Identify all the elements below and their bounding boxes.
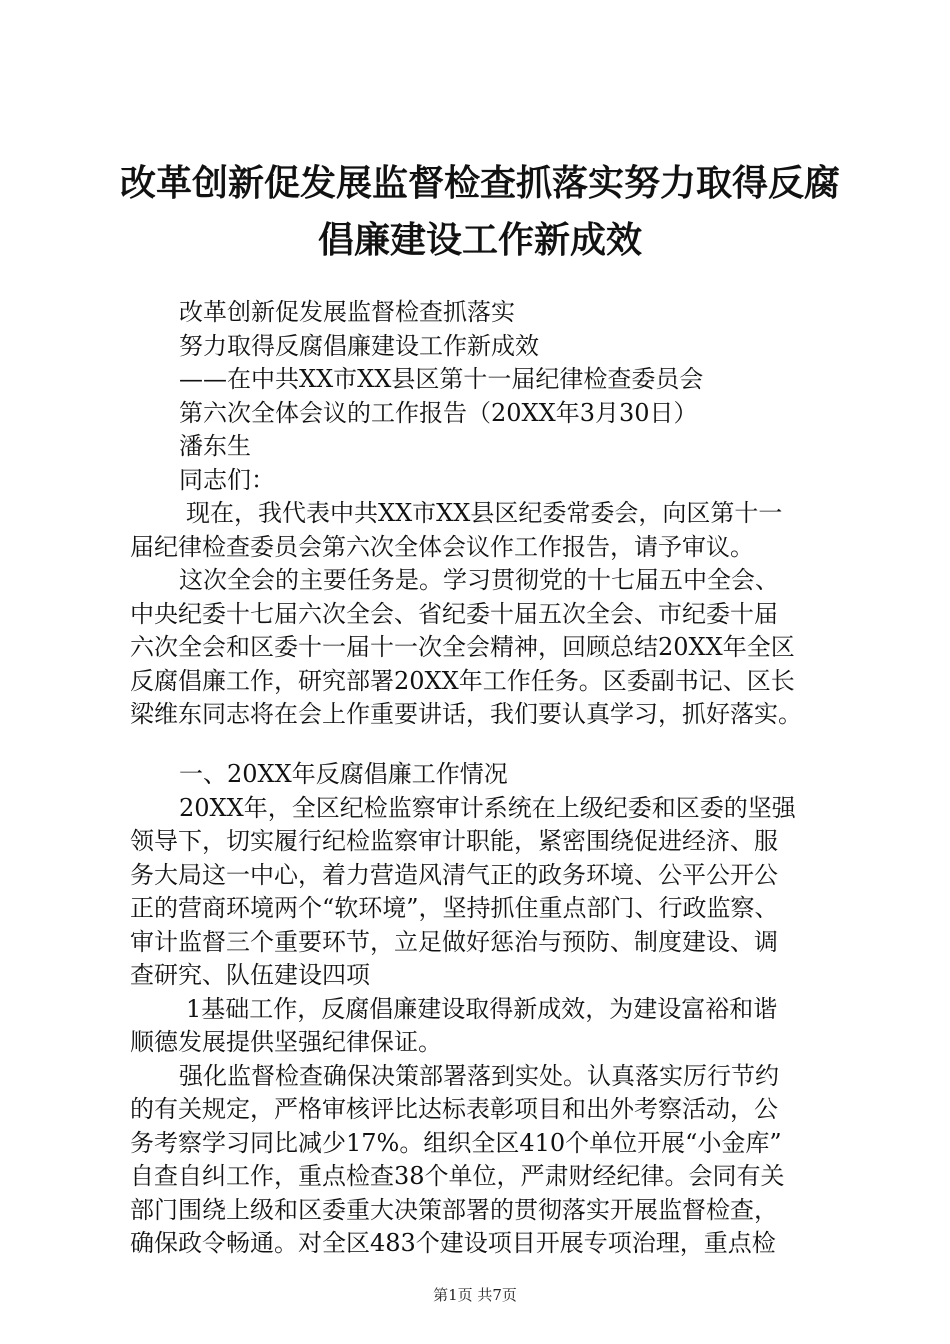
body-text-line: 顺德发展提供坚强纪律保证。 <box>130 1028 442 1056</box>
body-text-line: 六次全会和区委十一届十一次全会精神，回顾总结20XX年全区 <box>130 633 795 661</box>
subtitle-line: 努力取得反腐倡廉建设工作新成效 <box>179 332 539 360</box>
body-text-line: 确保政令畅通。对全区483个建设项目开展专项治理，重点检 <box>130 1229 776 1257</box>
author-name: 潘东生 <box>179 432 251 460</box>
section-heading: 一、20XX年反腐倡廉工作情况 <box>179 760 508 788</box>
subtitle-line: 改革创新促发展监督检查抓落实 <box>179 298 515 326</box>
body-text-line: 强化监督检查确保决策部署落到实处。认真落实厉行节约 <box>179 1062 779 1090</box>
body-text-line: 部门围绕上级和区委重大决策部署的贯彻落实开展监督检查， <box>130 1196 778 1224</box>
page-number-footer: 第1页 共7页 <box>433 1286 517 1304</box>
document-title-line-1: 改革创新促发展监督检查抓落实努力取得反腐 <box>120 163 841 204</box>
body-text-line: 正的营商环境两个“软环境”，坚持抓住重点部门、行政监察、 <box>130 894 779 922</box>
salutation: 同志们： <box>179 466 275 494</box>
body-text-line: 届纪律检查委员会第六次全体会议作工作报告，请予审议。 <box>130 533 754 561</box>
body-text-line: 务大局这一中心，着力营造风清气正的政务环境、公平公开公 <box>130 861 778 889</box>
body-text-line: 自查自纠工作，重点检查38个单位，严肃财经纪律。会同有关 <box>130 1162 785 1190</box>
body-text-line: 1基础工作，反腐倡廉建设取得新成效，为建设富裕和谐 <box>186 995 778 1023</box>
subtitle-line: 第六次全体会议的工作报告（20XX年3月30日） <box>179 399 698 427</box>
body-text-line: 查研究、队伍建设四项 <box>130 961 370 989</box>
document-title-line-2: 倡廉建设工作新成效 <box>317 220 642 261</box>
subtitle-line: ——在中共XX市XX县区第十一届纪律检查委员会 <box>179 365 704 393</box>
body-text-line: 领导下，切实履行纪检监察审计职能，紧密围绕促进经济、服 <box>130 827 778 855</box>
body-text-line: 这次全会的主要任务是。学习贯彻党的十七届五中全会、 <box>179 566 779 594</box>
body-text-line: 反腐倡廉工作，研究部署20XX年工作任务。区委副书记、区长 <box>130 667 795 695</box>
body-text-line: 务考察学习同比减少17%。组织全区410个单位开展“小金库” <box>130 1129 782 1157</box>
body-text-line: 20XX年，全区纪检监察审计系统在上级纪委和区委的坚强 <box>179 794 796 822</box>
body-text-line: 中央纪委十七届六次全会、省纪委十届五次全会、市纪委十届 <box>130 600 778 628</box>
body-text-line: 梁维东同志将在会上作重要讲话，我们要认真学习，抓好落实。 <box>130 700 802 728</box>
body-text-line: 审计监督三个重要环节，立足做好惩治与预防、制度建设、调 <box>130 928 778 956</box>
body-text-line: 现在，我代表中共XX市XX县区纪委常委会，向区第十一 <box>186 499 783 527</box>
body-text-line: 的有关规定，严格审核评比达标表彰项目和出外考察活动，公 <box>130 1095 778 1123</box>
